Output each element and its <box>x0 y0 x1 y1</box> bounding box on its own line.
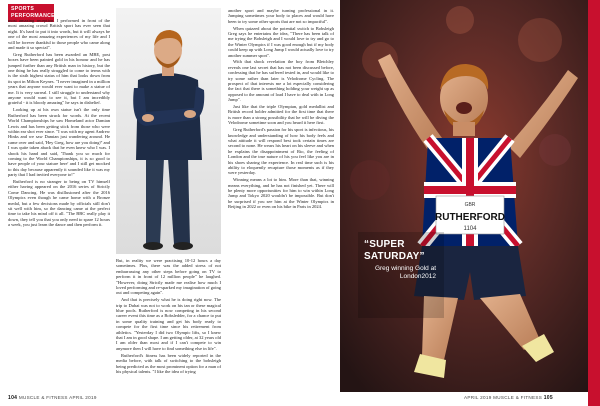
text-column-2 <box>116 258 221 390</box>
pull-quote-text: “SUPER SATURDAY” <box>364 239 425 262</box>
paragraph: Winning means a lot to him. More than that, winning means everything, and he has not finished yet. There will be plenty more opportunities for him to win within Long Jump and Tokyo 2020 wouldn't be impossible. But don't be surprised if you see him at the Winter Olympics in Beijing in 2022 or even on his bike in Paris in 2024. <box>228 177 334 210</box>
athlete-photo <box>340 0 588 392</box>
portrait-photo <box>116 8 221 254</box>
paragraph: But, in reality we were practising 10-12 hours a day sometimes. Plus, there was the added stress of not embarrassing any other steps before going on TV to perform it in front of 12 million people" he laughed. "However, doing Strictly made me realise how much I loved performing and re-sparked my imagination of going out and competing again". <box>116 258 221 296</box>
paragraph: When quizzed about the potential switch to Bobsleigh Greg says he entertains the idea, "There has been talk of me trying the Bobsleigh and I would love to try and go to the Winter Olympics if I was good enough but if my body could keep up with Long Jump I would actually love to try another summer sport". <box>228 25 334 58</box>
paragraph: Looking up at his own statue isn't the only time Rutherford has been struck for words. At the recent World Championships he saw Homeland actor Damian Lewis and has been getting stick from those who were within ear shot ever since. "I was with my agent Andrew Hinks and we saw Damian just wandering around. He came over and said, 'Hey Greg, how are you doing?' and I was quite taken aback that he even knew who I was. I shook his hand and said, 'Thank you so much for coming to the World Championships, it is so good to have people of your stature here' and I still get mocked to this day because apparently it sounded like it was my party that I had invited everyone to!" <box>8 107 110 178</box>
page-number-right: 105 <box>543 395 553 401</box>
paragraph: Rutherford's fitness has been widely reported in the media before, with talk of switching to the bobsleigh being predicted as the most prominent option for a man of his physical talents. "I like the idea of trying <box>116 352 221 374</box>
bib-name: RUTHERFORD <box>435 212 505 223</box>
pull-quote-attribution: Greg winning Gold at London2012 <box>374 265 436 280</box>
page-edge-bar <box>588 0 600 406</box>
pull-quote <box>364 239 436 281</box>
paragraph: Greg Rutherford has been awarded an MBE, post boxes have been painted gold in his honour and he has jumped further than any British man in history, but the one thing he has really struggled to come to terms with is the sixth highest status of him that looks down from its spot in Milton Keynes. "I never imagined in a million years that anyone would ever want to make a statue of me. It is very surreal. I still struggle to understand why anyone would want to see it, but I am incredibly grateful - it is bloody amazing" he says in disbelief. <box>8 51 110 106</box>
athlete-illustration <box>340 0 588 392</box>
paragraph: With that shock revelation the boy from Bletchley reveals one last secret that has not been discussed before, confessing that he has suffered tested in, and would like to try some rather than later is Velodrome Cycling. The prospect of that interests me a lot especially considering the fact that there is something holding your weight up as opposed to the amount of load I have to deal with in Long Jump". <box>228 59 334 103</box>
folio-right <box>464 395 553 401</box>
text-column-3 <box>228 8 334 390</box>
folio-right-label: APRIL 2019 MUSCLE & FITNESS <box>464 395 543 400</box>
folio-left <box>8 395 97 401</box>
bib-country: GBR <box>464 202 476 208</box>
section-tab: SPORTS PERFORMANCE <box>8 4 54 22</box>
paragraph: another sport and maybe turning professional in it. Jumping sometimes your body to places and would have been to try some other sports that are not so impactful". <box>228 8 334 24</box>
bib-number: 1104 <box>463 226 477 232</box>
paragraph: Greg Rutherford's passion for his sport is infectious, his knowledge and understanding of how his body feels and what attitude it will respond best took certain times are second to none. He wears his heart on his sleeve and when he explains the disappointment of Rio, the feeling of London and the true nature of his you feel like you are in his shoes sharing the experience. In real time such is his ability to eloquently recapture those moments as if they were yesterday. <box>228 127 334 176</box>
paragraph: Just like that the triple Olympian, gold medallist and British record holder admitted for the first time that there is more than a strong possibility that he will be diving the Velodrome sometime soon and you heard it here first. <box>228 104 334 126</box>
portrait-illustration <box>116 8 221 254</box>
paragraph: most amazing reception. I performed in front of the most amazing crowd British sport has ever seen that night. It's hard to put it into words, but it will always be one of the most amazing experiences of my life and I will be forever thankful to those people who came along and made it so special". <box>8 18 110 51</box>
page-number-left: 104 <box>8 395 18 401</box>
text-column-1 <box>8 18 110 390</box>
paragraph: Rutherford is no stranger to being on TV himself either having appeared on the 2016 series of Strictly Come Dancing. He was disillusioned after the 2016 Olympics even though he came home with a Bronze medal, but a few decisions made by officials still don't sit well with him, so the dancing came at the perfect time to take his mind off it all. "The BBC really play it down, they tell you that you only need to spare 12 hours a week, you just learn the dance and then perform it. <box>8 178 110 228</box>
paragraph: And that is precisely what he is doing right now. The trip to Dubai was not to work on his tan or these magical blue pools. Rutherford is now competing in his second career event this time as a Bobsledder, for a chance to put in some quality training and get his body ready to compete for the first time since his retirement from athletics. "Yesterday I did two Olympic lifts, so I knew that I am in good shape. I am getting older, at 32 years old I am older than most and if I can't compete to win anymore then I will have to find something else in life". <box>116 297 221 351</box>
folio-left-label: MUSCLE & FITNESS APRIL 2019 <box>18 395 97 400</box>
